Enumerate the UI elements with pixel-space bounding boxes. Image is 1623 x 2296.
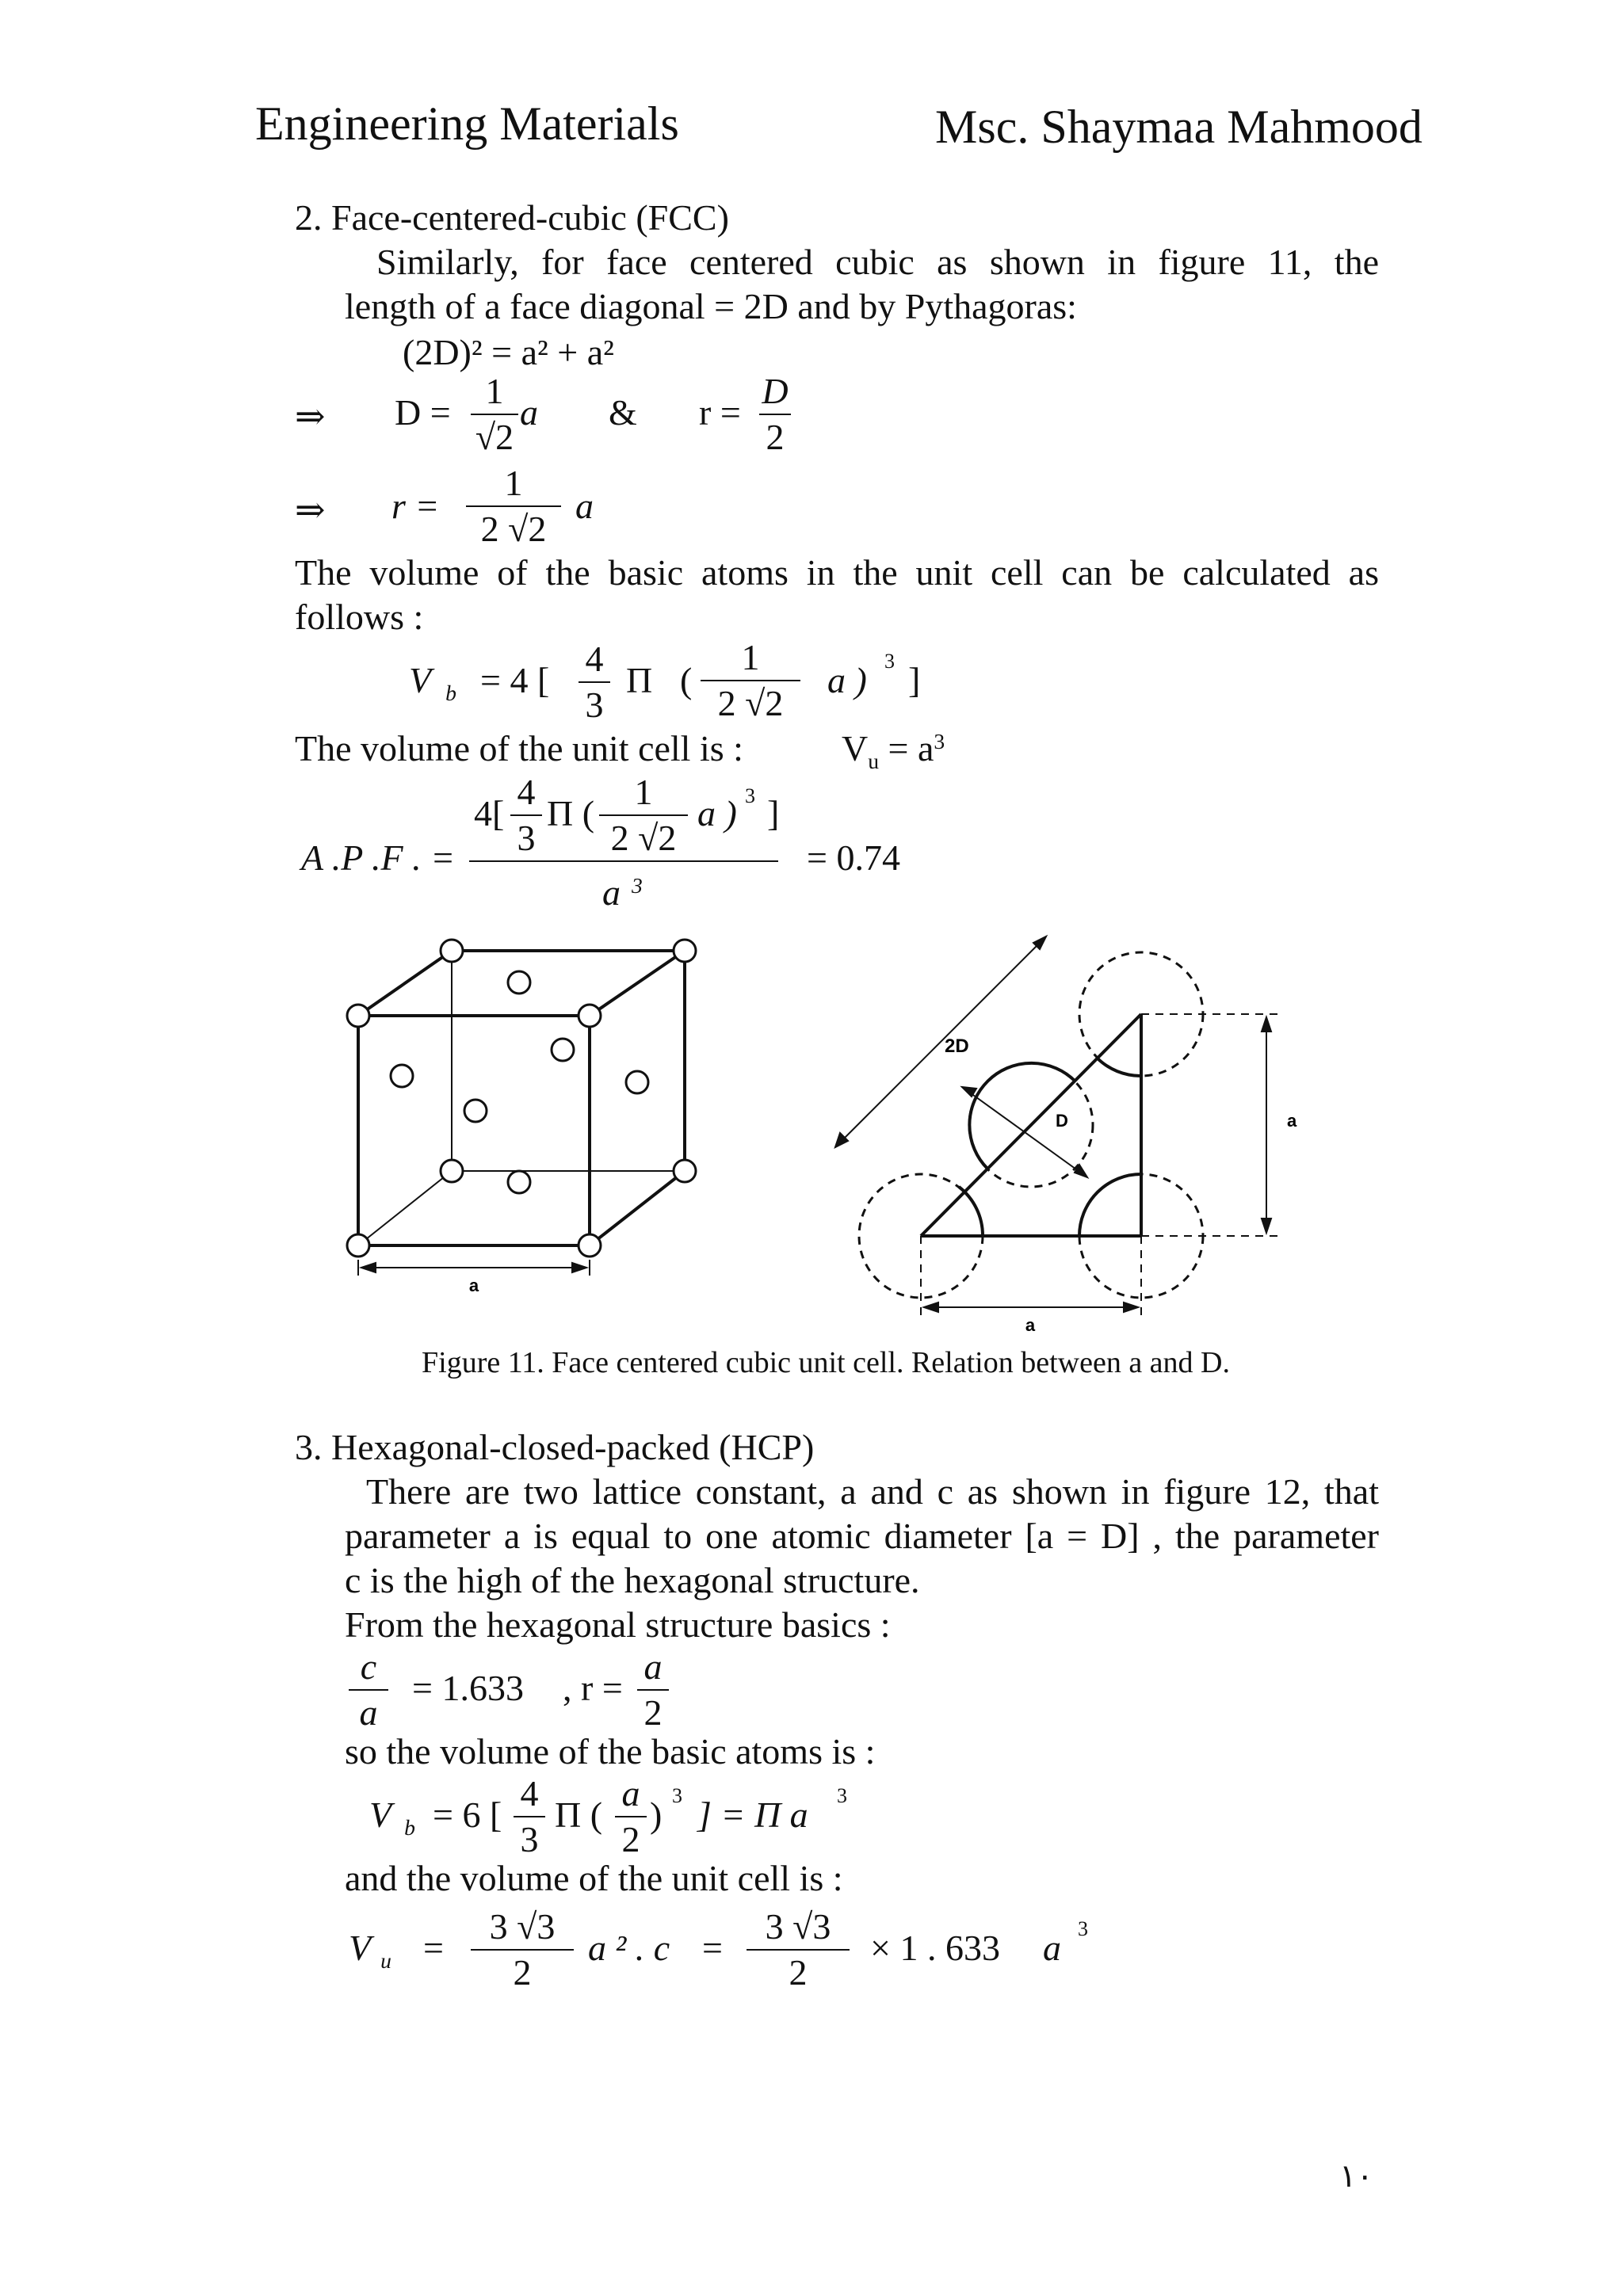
fcc-r-fraction <box>759 372 791 457</box>
fcc-vb-bracket: ] <box>908 660 921 700</box>
hcp-vu-equals: = <box>423 1928 444 1968</box>
face-atom <box>552 1039 574 1061</box>
fraction-bar <box>466 505 561 507</box>
hcp-vb-equals: = 6 [ <box>433 1794 502 1835</box>
hcp-ca-value: = 1.633 <box>412 1668 524 1708</box>
hcp-paragraph-line1: There are two lattice constant, a and c as shown in figure 12, that <box>366 1471 1379 1512</box>
fcc-r-numerator: D <box>762 371 789 411</box>
hcp-basic-volume-text: so the volume of the basic atoms is : <box>345 1731 876 1772</box>
dim-arrowhead <box>835 1133 848 1147</box>
page-number: ١٠ <box>1339 2158 1373 2195</box>
hcp-vu-a2c: a ² . c <box>588 1928 670 1968</box>
denominator: 3 <box>517 818 536 859</box>
fraction-bar <box>579 681 610 683</box>
dim-arrowhead <box>572 1263 586 1272</box>
hcp-unit-volume-text: and the volume of the unit cell is : <box>345 1858 843 1898</box>
fraction-bar <box>747 1949 850 1951</box>
dim-arrowhead <box>1262 1017 1271 1032</box>
hcp-vu-a3: a <box>1043 1928 1061 1968</box>
apf-result: = 0.74 <box>807 837 900 878</box>
denominator: 3 <box>585 685 604 726</box>
apf-a-close: a ) <box>697 793 737 833</box>
label-2D: 2D <box>945 1035 969 1057</box>
hcp-vb-close-paren: ) <box>650 1794 663 1835</box>
hcp-vu-fraction-1 <box>471 1908 574 1993</box>
hcp-vb-rhs: ] = Π a <box>697 1794 808 1835</box>
fcc-vb-pi: Π <box>626 660 653 700</box>
fcc-ampersand: & <box>609 392 637 433</box>
implies-arrow-2: ⇒ <box>295 490 326 530</box>
hcp-vu-times: × 1 . 633 <box>870 1928 1000 1968</box>
fraction-bar <box>471 1949 574 1951</box>
implies-arrow-1: ⇒ <box>295 396 326 437</box>
hcp-vu-exponent: 3 <box>1078 1917 1088 1940</box>
label-a-right: a <box>1287 1111 1297 1131</box>
fraction-bar <box>510 814 542 816</box>
fcc-pythagoras: (2D)² = a² + a² <box>403 332 614 372</box>
denominator: 2 √2 <box>610 818 677 859</box>
corner-atom <box>579 1005 601 1027</box>
figure-11 <box>295 919 1325 1347</box>
fcc-vb-open-paren: ( <box>680 660 693 700</box>
denominator: 2 √2 <box>717 683 784 724</box>
hcp-vb-exponent: 3 <box>672 1784 682 1807</box>
header-author: Msc. Shaymaa Mahmood <box>935 101 1423 153</box>
apf-exponent: 3 <box>745 784 755 807</box>
numerator: a <box>643 1646 663 1687</box>
apf-pi: Π ( <box>547 793 595 833</box>
dim-D-line <box>962 1087 1087 1177</box>
apf-numerator-prefix: 4[ <box>474 793 505 833</box>
cube-edge <box>358 951 452 1016</box>
fcc-r-denominator: 2 <box>766 417 785 458</box>
fcc-r2-fraction <box>466 464 561 549</box>
hcp-vb-four-thirds <box>514 1775 545 1859</box>
fraction-bar <box>599 814 688 816</box>
cube-edge <box>590 1171 685 1245</box>
fcc-volume-line1: The volume of the basic atoms in the unit cell can be calculated as <box>295 552 1379 593</box>
hcp-vu-equals-2: = <box>702 1928 723 1968</box>
numerator: 4 <box>520 1773 539 1814</box>
apf-denominator: a $^3$ <box>602 872 643 913</box>
fraction-bar <box>514 1816 545 1817</box>
numerator: 4 <box>585 639 604 679</box>
dimension-arrows <box>835 936 1271 1312</box>
hcp-paragraph-line2: parameter a is equal to one atomic diameter [a = D] , the parameter <box>345 1516 1379 1556</box>
numerator: c <box>360 1646 377 1687</box>
apf-label: A .P .F . = <box>301 837 456 878</box>
corner-atom <box>579 1234 601 1257</box>
fcc-r-label: r = <box>699 392 741 433</box>
fraction-bar <box>759 414 791 415</box>
fcc-D-fraction <box>471 372 518 457</box>
face-atom <box>464 1100 487 1122</box>
header-title: Engineering Materials <box>255 97 679 150</box>
cube-edge-hidden <box>358 1171 452 1245</box>
fcc-vb-exponent: 3 <box>884 650 895 673</box>
fraction-bar <box>349 1689 388 1691</box>
hcp-vu-symbol: V $_u$ <box>349 1928 391 1973</box>
apf-inner-fraction <box>599 773 688 858</box>
fcc-D-label: D = <box>395 392 451 433</box>
numerator: 1 <box>634 772 653 812</box>
fcc-volume-line2: follows : <box>295 597 424 637</box>
fcc-vb-a-close: a ) <box>827 660 867 700</box>
apf-main-bar <box>469 860 778 862</box>
face-atom <box>391 1065 413 1087</box>
hcp-vu-fraction-2 <box>747 1908 850 1993</box>
dim-arrowhead <box>1124 1302 1138 1312</box>
dim-arrowhead <box>361 1263 376 1272</box>
corner-atom <box>674 1160 696 1182</box>
numerator: 1 <box>741 637 760 677</box>
hcp-r-fraction <box>637 1648 669 1733</box>
dim-arrowhead <box>1262 1219 1271 1233</box>
fcc-vu-formula: $V_u = a^3$ <box>842 728 945 773</box>
face-atom <box>508 1171 530 1193</box>
fcc-vb-four-thirds <box>579 640 610 725</box>
apf-bracket: ] <box>767 793 780 833</box>
hcp-vb-symbol: V $_b$ <box>369 1794 415 1840</box>
hcp-heading: 3. Hexagonal-closed-packed (HCP) <box>295 1427 815 1467</box>
dim-arrowhead <box>924 1302 938 1312</box>
fraction-bar <box>615 1816 647 1817</box>
label-a-left: a <box>468 1276 479 1295</box>
hcp-r-label: , r = <box>563 1668 623 1708</box>
denominator: 2 <box>513 1952 532 1993</box>
label-D: D <box>1056 1111 1068 1131</box>
atom-arc <box>1097 1058 1141 1076</box>
atom-arc <box>1079 1174 1141 1236</box>
hcp-ca-fraction <box>349 1648 388 1733</box>
corner-atom <box>441 940 463 962</box>
fcc-vb-equals: = 4 [ <box>480 660 550 700</box>
fcc-heading: 2. Face-centered-cubic (FCC) <box>295 197 729 238</box>
hcp-paragraph-line4: From the hexagonal structure basics : <box>345 1604 891 1645</box>
cube-dimension-a <box>358 1260 590 1276</box>
corner-atom <box>347 1005 369 1027</box>
numerator: 4 <box>517 772 536 812</box>
hcp-vb-pi: Π ( <box>555 1794 603 1835</box>
dim-2D-line <box>835 936 1046 1147</box>
fcc-unit-cell-text: The volume of the unit cell is : <box>295 728 743 769</box>
numerator: 3 √3 <box>489 1906 556 1947</box>
denominator: 3 <box>520 1819 539 1860</box>
hcp-vb-a-half <box>615 1775 647 1859</box>
figure-11-caption: Figure 11. Face centered cubic unit cell. Relation between a and D. <box>422 1346 1230 1379</box>
apf-four-thirds <box>510 773 542 858</box>
fcc-cube-drawing <box>358 951 685 1245</box>
fcc-r2-denominator: 2 √2 <box>480 509 547 550</box>
fcc-paragraph-line2: length of a face diagonal = 2D and by Pythagoras: <box>345 286 1077 326</box>
fcc-D-numerator: 1 <box>485 371 504 411</box>
face-atom <box>626 1071 648 1093</box>
numerator: 3 √3 <box>765 1906 831 1947</box>
fcc-vb-symbol: V $_b$ <box>409 660 456 705</box>
fcc-D-a: a <box>520 392 538 433</box>
corner-atom <box>347 1234 369 1257</box>
denominator: 2 <box>789 1952 808 1993</box>
hcp-vb-rhs-exponent: 3 <box>837 1784 847 1807</box>
fraction-bar <box>637 1689 669 1691</box>
denominator: 2 <box>621 1819 640 1860</box>
fcc-paragraph-line1: Similarly, for face centered cubic as shown in figure 11, the <box>376 242 1379 282</box>
denominator: 2 <box>643 1692 663 1733</box>
label-a-bottom: a <box>1025 1315 1036 1335</box>
numerator: a <box>621 1773 640 1814</box>
fcc-r2-numerator: 1 <box>504 463 523 503</box>
face-atom <box>508 971 530 994</box>
corner-atom <box>441 1160 463 1182</box>
fcc-vb-inner-fraction <box>701 639 800 723</box>
fcc-r2-label: r = <box>391 486 440 526</box>
fcc-D-denominator: √2 <box>475 417 514 458</box>
hcp-paragraph-line3: c is the high of the hexagonal structure. <box>345 1560 920 1600</box>
fcc-r2-a: a <box>575 486 594 526</box>
fraction-bar <box>471 414 518 415</box>
denominator: a <box>359 1692 378 1733</box>
fraction-bar <box>701 680 800 681</box>
corner-atom <box>674 940 696 962</box>
cube-edge <box>590 951 685 1016</box>
